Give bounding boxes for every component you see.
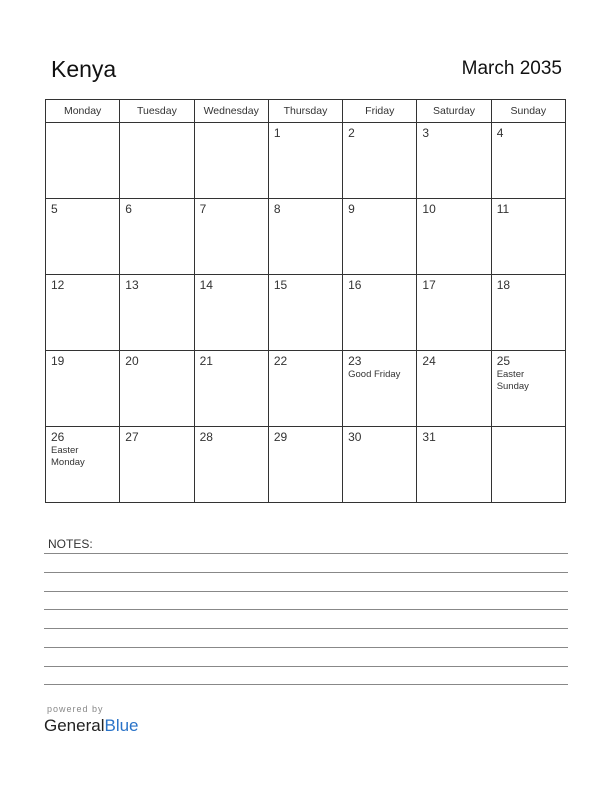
day-cell xyxy=(120,123,194,199)
day-number: 5 xyxy=(51,202,58,216)
day-number: 31 xyxy=(422,430,436,444)
weekday-header: Thursday xyxy=(268,100,342,123)
holiday-label: Easter Sunday xyxy=(496,369,529,392)
weekday-header: Friday xyxy=(343,100,417,123)
day-cell xyxy=(491,199,565,275)
day-cell xyxy=(46,123,120,199)
day-cell xyxy=(120,427,194,503)
weekday-header: Saturday xyxy=(417,100,491,123)
day-cell xyxy=(343,199,417,275)
day-cell xyxy=(194,351,268,427)
weekday-header: Monday xyxy=(46,100,120,123)
day-number: 22 xyxy=(273,354,288,368)
day-number: 16 xyxy=(348,278,362,292)
day-cell xyxy=(194,123,268,199)
week-row xyxy=(46,123,566,199)
powered-by-text: powered by xyxy=(47,704,104,714)
day-cell xyxy=(46,351,120,427)
day-number: 1 xyxy=(273,126,281,140)
weekday-header-row xyxy=(46,100,566,123)
week-row xyxy=(46,427,566,503)
day-number: 24 xyxy=(422,354,436,368)
weekday-header: Tuesday xyxy=(120,100,194,123)
weekday-header: Wednesday xyxy=(194,100,268,123)
day-number: 19 xyxy=(51,354,65,368)
day-number: 14 xyxy=(199,278,213,292)
holiday-label: Easter Monday xyxy=(51,445,85,468)
day-cell xyxy=(343,351,417,427)
day-cell xyxy=(194,275,268,351)
day-cell xyxy=(268,199,342,275)
day-number: 17 xyxy=(422,278,436,292)
day-number: 7 xyxy=(199,202,207,216)
day-number: 15 xyxy=(273,278,288,292)
day-number: 10 xyxy=(422,202,436,216)
day-cell xyxy=(417,351,491,427)
day-cell xyxy=(120,351,194,427)
day-number: 20 xyxy=(125,354,139,368)
brand-general: General xyxy=(44,716,105,735)
day-cell xyxy=(343,427,417,503)
day-cell xyxy=(417,123,491,199)
day-number: 30 xyxy=(348,430,362,444)
calendar-grid xyxy=(45,99,566,503)
day-cell xyxy=(417,427,491,503)
day-number: 23 xyxy=(348,354,362,368)
day-number: 9 xyxy=(348,202,355,216)
day-number: 18 xyxy=(496,278,511,292)
day-cell xyxy=(491,123,565,199)
day-cell xyxy=(194,427,268,503)
notes-line xyxy=(44,666,568,667)
notes-line xyxy=(44,553,568,554)
day-cell xyxy=(120,199,194,275)
day-cell xyxy=(46,275,120,351)
day-cell xyxy=(417,199,491,275)
day-number: 3 xyxy=(422,126,430,140)
day-number: 27 xyxy=(125,430,139,444)
notes-line xyxy=(44,572,568,573)
day-number: 25 xyxy=(496,354,511,368)
day-number: 26 xyxy=(51,430,65,444)
notes-line xyxy=(44,684,568,685)
country-title: Kenya xyxy=(51,56,117,82)
day-cell xyxy=(120,275,194,351)
day-cell xyxy=(268,351,342,427)
day-number: 12 xyxy=(51,278,65,292)
day-cell xyxy=(268,427,342,503)
notes-label: NOTES: xyxy=(48,537,93,551)
week-row xyxy=(46,199,566,275)
month-year-title: March 2035 xyxy=(461,58,562,79)
day-number: 21 xyxy=(199,354,213,368)
weekday-header: Sunday xyxy=(491,100,565,123)
day-cell xyxy=(491,427,565,503)
week-row xyxy=(46,351,566,427)
day-cell xyxy=(417,275,491,351)
notes-line xyxy=(44,591,568,592)
day-number: 28 xyxy=(199,430,213,444)
day-cell xyxy=(491,275,565,351)
day-cell xyxy=(491,351,565,427)
notes-line xyxy=(44,647,568,648)
day-cell xyxy=(343,123,417,199)
day-cell xyxy=(268,123,342,199)
day-cell xyxy=(194,199,268,275)
notes-line xyxy=(44,609,568,610)
notes-line xyxy=(44,628,568,629)
day-number: 11 xyxy=(496,202,510,216)
day-number: 13 xyxy=(125,278,139,292)
day-cell xyxy=(343,275,417,351)
day-number: 2 xyxy=(348,126,355,140)
day-number: 6 xyxy=(125,202,132,216)
brand-blue: Blue xyxy=(104,716,139,735)
day-cell xyxy=(268,275,342,351)
day-cell xyxy=(46,199,120,275)
day-number: 29 xyxy=(273,430,288,444)
day-number: 8 xyxy=(273,202,281,216)
day-number: 4 xyxy=(496,126,504,140)
day-cell xyxy=(46,427,120,503)
brand-logo xyxy=(44,716,139,736)
week-row xyxy=(46,275,566,351)
holiday-label: Good Friday xyxy=(348,369,401,380)
